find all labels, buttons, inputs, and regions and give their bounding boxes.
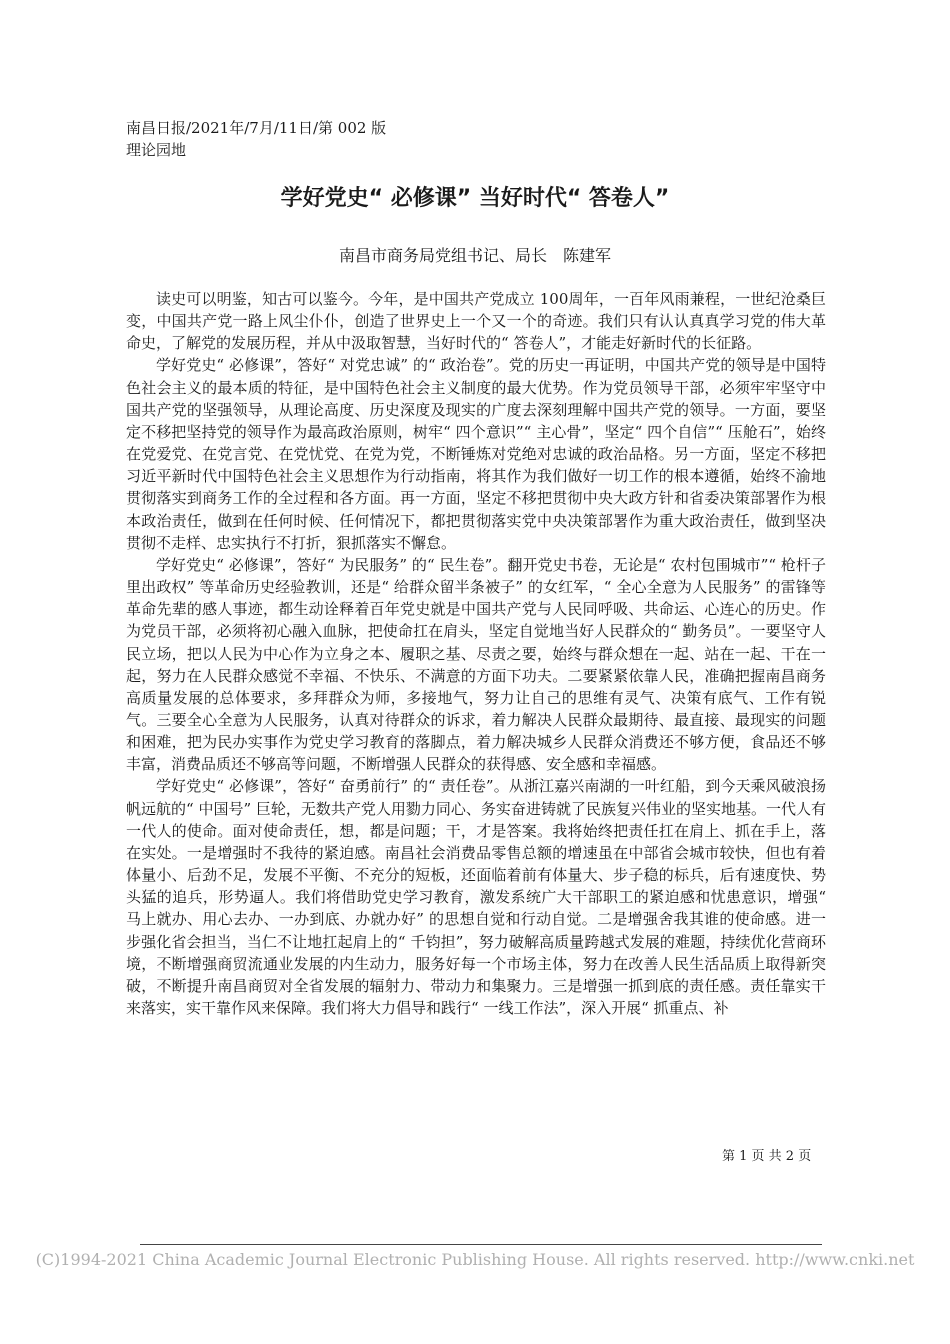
- paragraph: 学好党史“ 必修课”，答好“ 对党忠诚” 的“ 政治卷”。党的历史一再证明，中国共产党的领导是中国特色社会主义的最本质的特征，是中国特色社会主义制度的最大优势。作为党员领导干部，必须牢牢坚守中国共产党的坚强领导，从理论高度、历史深度及现实的广度去深刻理解中国共产党的领导。一方面，要坚定不移把坚持党的领导作为最高政治原则，树牢“ 四个意识”“ 主心骨”，坚定“ 四个自信”“ 压舱石”，始终在党爱党、在党言党、在党忧党、在党为党，不断锤炼对党绝对忠诚的政治品格。另一方面，坚定不移把习近平新时代中国特色社会主义思想作为行动指南，将其作为我们做好一切工作的根本遵循，始终不渝地贯彻落实到商务工作的全过程和各方面。再一方面，坚定不移把贯彻中央大政方针和省委决策部署作为根本政治责任，做到在任何时候、任何情况下，都把贯彻落实党中央决策部署作为重大政治责任，做到坚决贯彻不走样、忠实执行不打折，狠抓落实不懈怠。: [126, 356, 826, 552]
- footer-divider: [140, 1244, 822, 1245]
- page-number: 第 1 页 共 2 页: [722, 1149, 812, 1164]
- paragraph: 学好党史“ 必修课”，答好“ 为民服务” 的“ 民生卷”。翻开党史书卷，无论是“ 农村包围城市”“ 枪杆子里出政权” 等革命历史经验教训，还是“ 给群众留半条被子” 的女红军，“ 全心全意为人民服务” 的雷锋等革命先辈的感人事迹，都生动诠释着百年党史就是中国共产党与人民同呼吸、共命运、心连心的历史。作为党员干部，必须将初心融入血脉，把使命扛在肩头，坚定自觉地当好人民群众的“ 勤务员”。一要坚守人民立场，把以人民为中心作为立身之本、履职之基、尽责之要，始终与群众想在一起、站在一起、干在一起，努力在人民群众感觉不幸福、不快乐、不满意的方面下功夫。二要紧紧依靠人民，准确把握南昌商务高质量发展的总体要求，多拜群众为师，多接地气，努力让自己的思维有灵气、决策有底气、工作有锐气。三要全心全意为人民服务，认真对待群众的诉求，着力解决人民群众最期待、最直接、最现实的问题和困难，把为民办实事作为党史学习教育的落脚点，着力解决城乡人民群众消费还不够方便，食品还不够丰富，消费品质还不够高等问题，不断增强人民群众的获得感、安全感和幸福感。: [126, 555, 826, 774]
- paragraph: 读史可以明鉴，知古可以鉴今。今年，是中国共产党成立 100周年，一百年风雨兼程，一世纪沧桑巨变，中国共产党一路上风尘仆仆，创造了世界史上一个又一个的奇迹。我们只有认认真真学习党的伟大革命史，了解党的发展历程，并从中汲取智慧，当好时代的“ 答卷人”，才能走好新时代的长征路。: [126, 290, 826, 353]
- article-body: [126, 288, 826, 1019]
- article-meta: [126, 117, 386, 161]
- copyright-notice: (C)1994-2021 China Academic Journal Electronic Publishing House. All rights reserved. http://www.cnki.net: [35, 1250, 915, 1269]
- paragraph: 学好党史“ 必修课”，答好“ 奋勇前行” 的“ 责任卷”。从浙江嘉兴南湖的一叶红船，到今天乘风破浪扬帆远航的“ 中国号” 巨轮，无数共产党人用勠力同心、务实奋进铸就了民族复兴伟业的坚实地基。一代人有一代人的使命。面对使命责任，想，都是问题；干，才是答案。我将始终把责任扛在肩上、抓在手上，落在实处。一是增强时不我待的紧迫感。南昌社会消费品零售总额的增速虽在中部省会城市较快，但也有着体量小、后劲不足，发展不平衡、不充分的短板，还面临着前有体量大、步子稳的标兵，后有速度快、势头猛的追兵，形势逼人。我们将借助党史学习教育，激发系统广大干部职工的紧迫感和忧患意识，增强“ 马上就办、用心去办、一办到底、办就办好” 的思想自觉和行动自觉。二是增强舍我其谁的使命感。进一步强化省会担当，当仁不让地扛起肩上的“ 千钧担”，努力破解高质量跨越式发展的难题，持续优化营商环境，不断增强商贸流通业发展的内生动力，服务好每一个市场主体，努力在改善人民生活品质上取得新突破，不断提升南昌商贸对全省发展的辐射力、带动力和集聚力。三是增强一抓到底的责任感。责任靠实干来落实，实干靠作风来保障。我们将大力倡导和践行“ 一线工作法”，深入开展“ 抓重点、补: [126, 777, 826, 1017]
- author-line: 南昌市商务局党组书记、局长 陈建军: [338, 246, 611, 265]
- source-line: 南昌日报/2021年/7月/11日/第 002 版: [126, 119, 387, 137]
- column-line: 理论园地: [126, 141, 187, 159]
- article-title: 学好党史“ 必修课” 当好时代“ 答卷人”: [280, 186, 670, 211]
